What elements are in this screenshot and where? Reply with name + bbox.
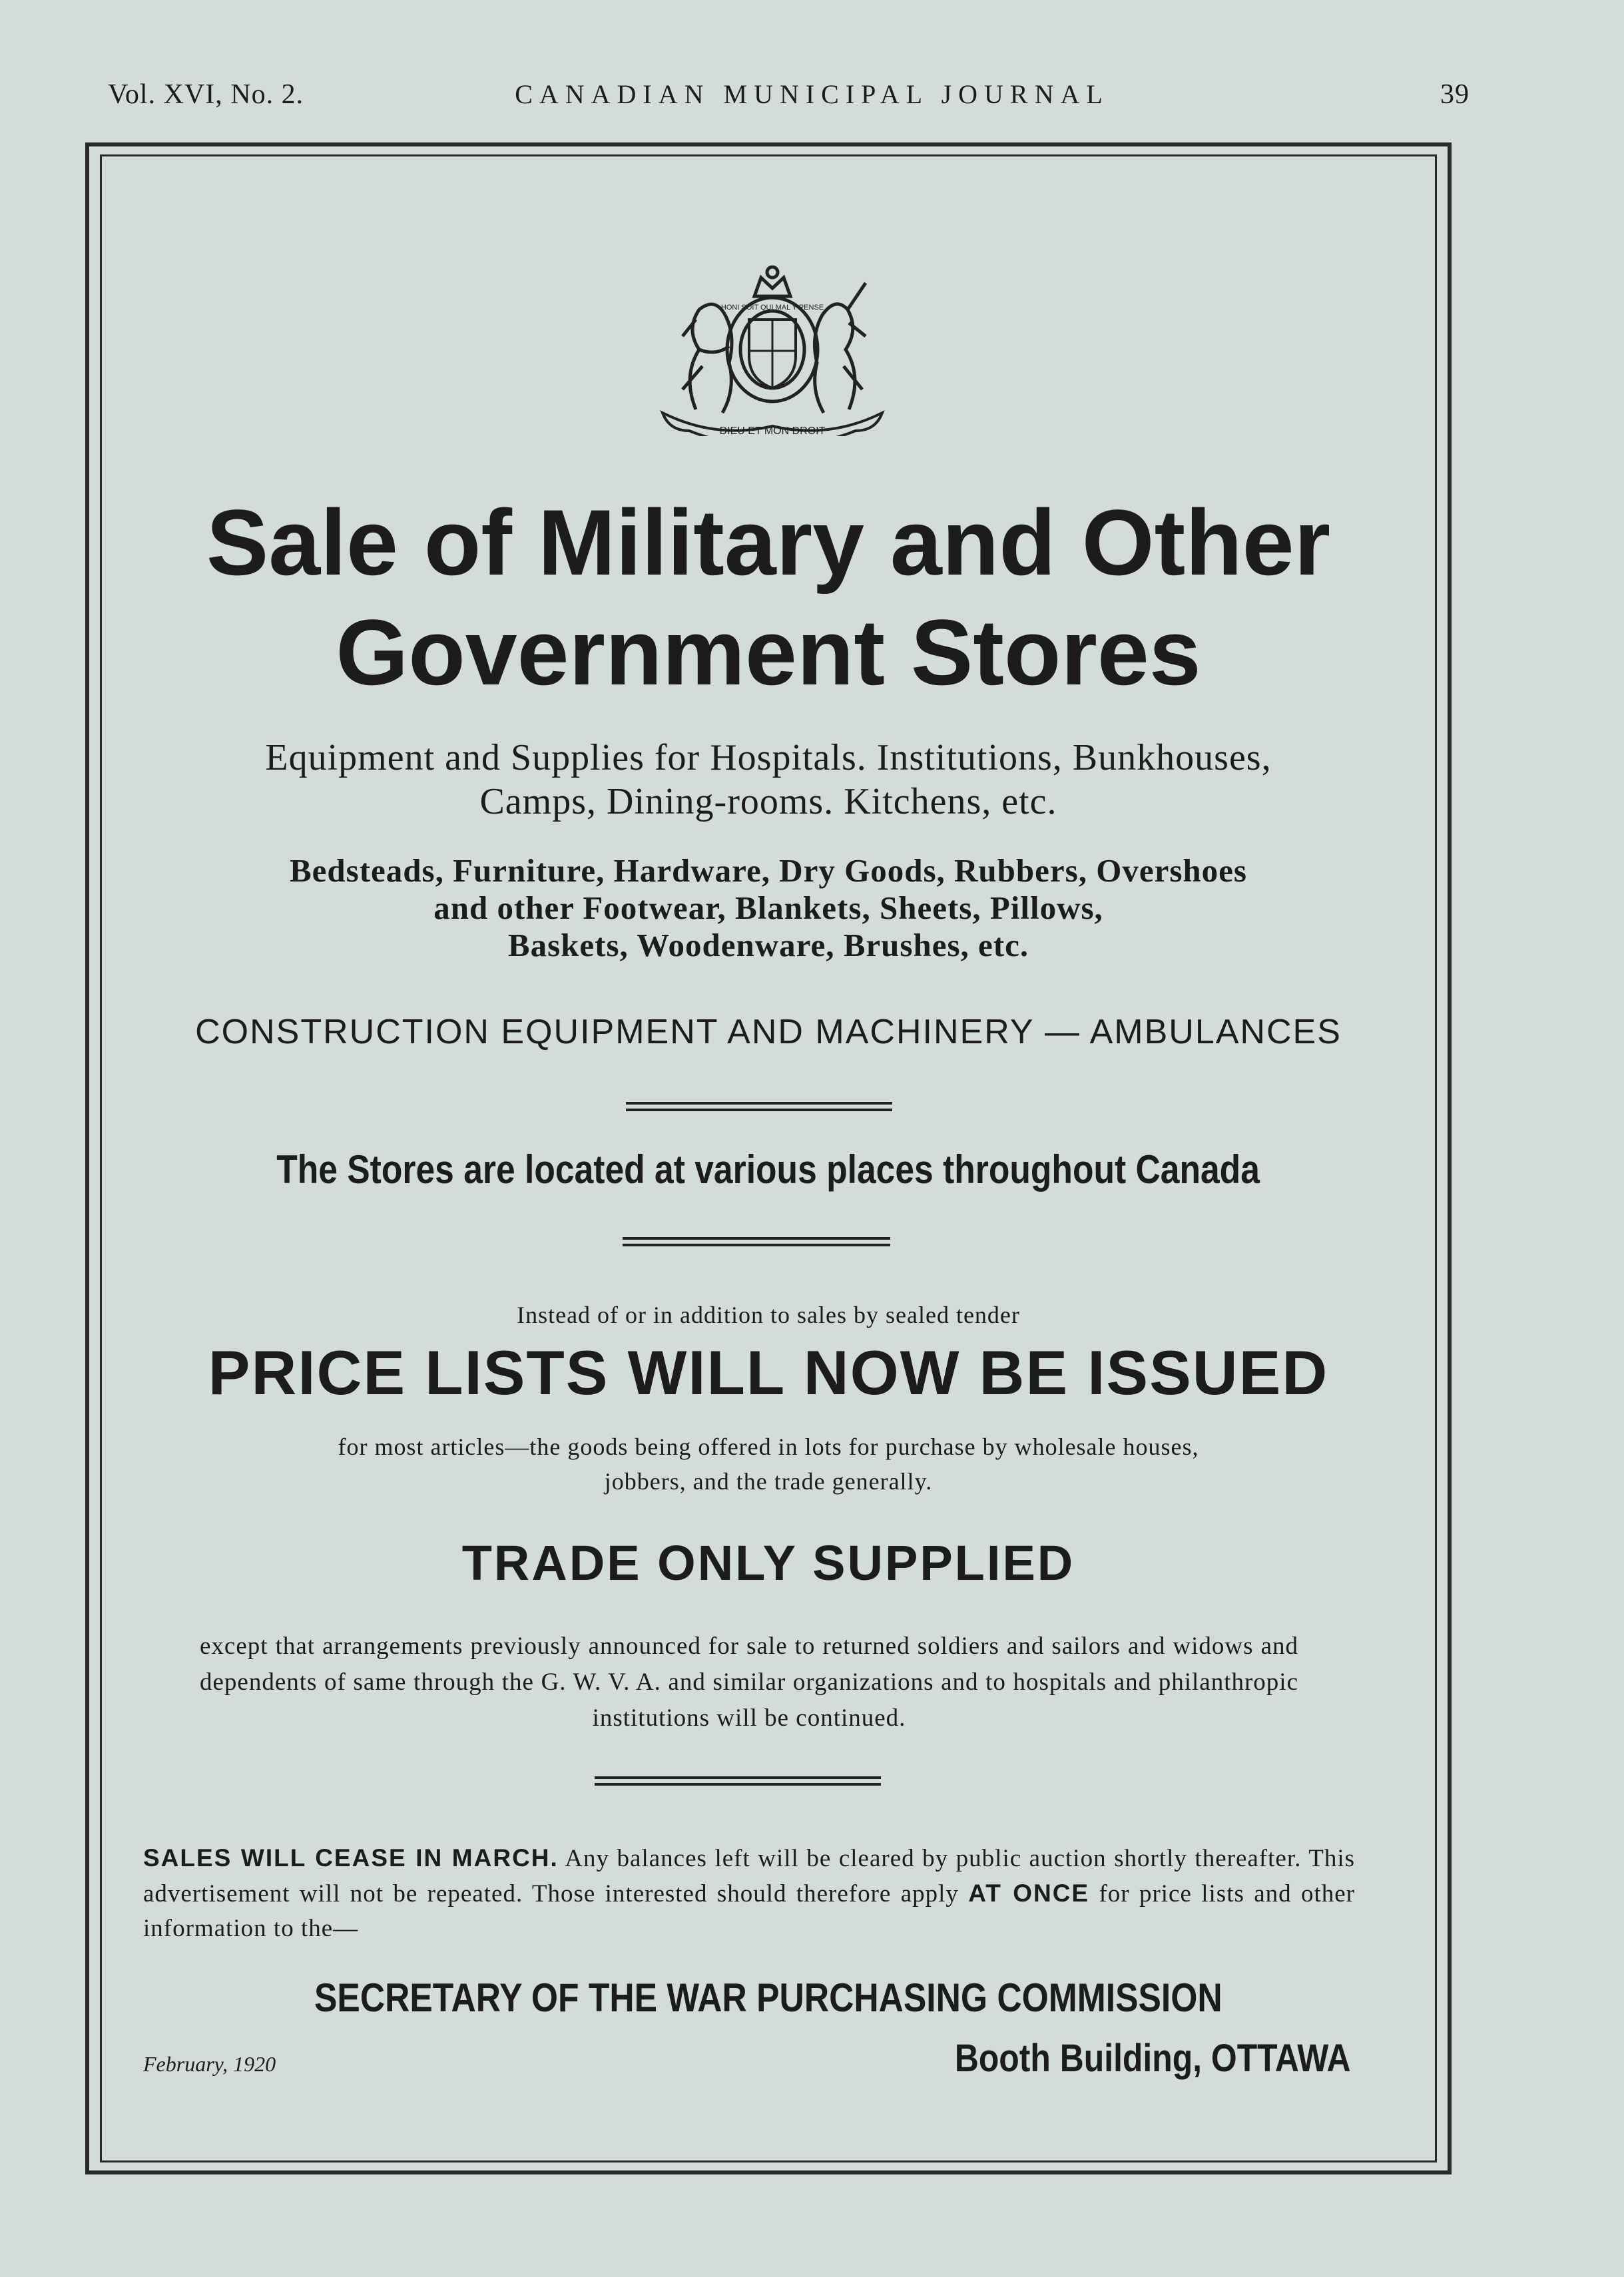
intro-line-1: Equipment and Supplies for Hospitals. Institutions, Bunkhouses,: [265, 737, 1272, 778]
ad-date: February, 1920: [143, 2052, 276, 2076]
secretary-line: SECRETARY OF THE WAR PURCHASING COMMISSION: [314, 1975, 1222, 2020]
ad-title-line-2: Government Stores: [336, 600, 1201, 704]
price-lists-headline: PRICE LISTS WILL NOW BE ISSUED: [208, 1338, 1329, 1407]
journal-name: CANADIAN MUNICIPAL JOURNAL: [515, 79, 1109, 109]
sales-cease-paragraph: [143, 1841, 1355, 1946]
except-paragraph: except that arrangements previously announced for sale to returned soldiers and sailors and widows and dependents of same through the G. W. V. A. and similar organizations and to hospitals and philanthropic institutions will be continued.: [200, 1633, 1298, 1732]
construction-line: CONSTRUCTION EQUIPMENT AND MACHINERY — AMBULANCES: [195, 1013, 1342, 1051]
sales-cease-bold: SALES WILL CEASE IN MARCH.: [143, 1844, 559, 1872]
sales-cease-text: Any balances left will be cleared by public auction shortly thereafter. This advertisement will not be repeated. Those interested should therefore apply: [143, 1845, 1355, 1907]
ad-title-line-1: Sale of Military and Other: [206, 490, 1331, 595]
price-desc-line-2: jobbers, and the trade generally.: [604, 1468, 933, 1495]
intro-line-2: Camps, Dining-rooms. Kitchens, etc.: [479, 781, 1057, 822]
at-once: AT ONCE: [968, 1880, 1090, 1907]
double-rule-2: [623, 1237, 890, 1246]
ad-address: Booth Building, OTTAWA: [955, 2037, 1351, 2080]
sales-cease-end: for price lists and other information to the—: [143, 1880, 1355, 1942]
goods-line-1: Bedsteads, Furniture, Hardware, Dry Goods, Rubbers, Overshoes: [289, 852, 1247, 889]
price-desc-line-1: for most articles—the goods being offered in lots for purchase by wholesale houses,: [338, 1433, 1199, 1460]
trade-only-headline: TRADE ONLY SUPPLIED: [461, 1535, 1075, 1591]
double-rule-1: [626, 1102, 892, 1111]
crest-garter-motto: HONI SOIT QUI MAL Y PENSE: [720, 304, 824, 312]
goods-line-3: Baskets, Woodenware, Brushes, etc.: [507, 927, 1029, 963]
stores-location: The Stores are located at various places throughout Canada: [276, 1147, 1260, 1192]
double-rule-3: [595, 1776, 881, 1786]
royal-coat-of-arms-icon: [636, 256, 909, 436]
goods-line-2: and other Footwear, Blankets, Sheets, Pillows,: [433, 889, 1103, 926]
tender-note: Instead of or in addition to sales by sealed tender: [517, 1302, 1020, 1328]
page-number: 39: [1440, 79, 1470, 110]
volume-number: Vol. XVI, No. 2.: [108, 79, 304, 110]
crest-motto: DIEU ET MON DROIT: [719, 425, 826, 436]
